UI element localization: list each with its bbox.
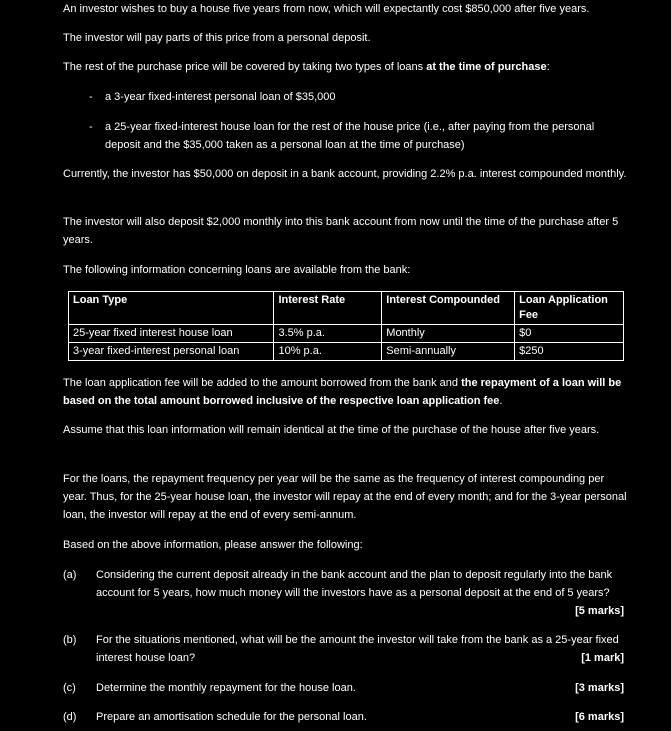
table-cell: 3-year fixed-interest personal loan: [69, 343, 274, 361]
table-row: [69, 325, 624, 343]
bullet-marker-1: -: [89, 91, 93, 103]
fee-text: The loan application fee will be added to the amount borrowed from the bank and: [63, 377, 462, 389]
loans-colon: :: [546, 61, 550, 73]
loans-emphasis: at the time of purchase: [426, 61, 547, 73]
table-header-row: [69, 292, 624, 325]
loan-table: [68, 291, 624, 361]
current-deposit-paragraph: Currently, the investor has $50,000 on deposit in a bank account, providing 2.2% p.a. interest compounded monthly.: [63, 168, 627, 180]
table-cell: 3.5% p.a.: [274, 325, 382, 343]
header-loan-type: Loan Type: [69, 292, 274, 325]
repayment-frequency-paragraph: For the loans, the repayment frequency per year will be the same as the frequency of interest compounding per year. Thus, for the 25-year house loan, the investor will repay at the end of every month; and for the 3-year personal loan, the investor will repay at the end of every semi-annum.: [63, 473, 627, 521]
intro-paragraph: An investor wishes to buy a house five years from now, which will expectantly cost $850,000 after five years.: [63, 3, 590, 15]
table-cell: $250: [515, 343, 624, 361]
header-interest-rate: Interest Rate: [274, 292, 382, 325]
table-cell: 25-year fixed interest house loan: [69, 325, 274, 343]
question-c-label: (c): [63, 682, 76, 694]
question-b-label: (b): [63, 634, 77, 646]
assumption-paragraph: Assume that this loan information will remain identical at the time of the purchase of the house after five years.: [63, 424, 600, 436]
question-c-text: Determine the monthly repayment for the house loan.: [96, 682, 356, 694]
question-d-marks: [6 marks]: [575, 711, 624, 723]
fee-emphasis: the repayment of a loan will be based on the total amount borrowed inclusive of the respective loan application fee: [63, 377, 622, 407]
question-d-text: Prepare an amortisation schedule for the personal loan.: [96, 711, 367, 723]
table-row: [69, 343, 624, 361]
loans-paragraph: [63, 58, 629, 76]
question-b-marks: [1 mark]: [581, 652, 624, 664]
question-a-text: Considering the current deposit already in the bank account and the plan to deposit regularly into the bank account for 5 years, how much money will the investors have as a personal deposit at the end of 5 years?: [96, 569, 613, 599]
question-a-marks: [5 marks]: [575, 605, 624, 617]
question-d-label: (d): [63, 711, 77, 723]
question-a-label: (a): [63, 569, 77, 581]
question-c-marks: [3 marks]: [575, 682, 624, 694]
bullet-personal-loan: a 3-year fixed-interest personal loan of $35,000: [105, 91, 336, 103]
bullet-marker-2: -: [89, 121, 93, 133]
loans-text: The rest of the purchase price will be covered by taking two types of loans: [63, 61, 427, 73]
fee-period: .: [499, 395, 503, 407]
instructions-paragraph: Based on the above information, please answer the following:: [63, 539, 363, 551]
table-cell: Semi-annually: [382, 343, 515, 361]
deposit-paragraph: The investor will pay parts of this price from a personal deposit.: [63, 32, 371, 44]
table-cell: Monthly: [382, 325, 515, 343]
loan-info-paragraph: The following information concerning loans are available from the bank:: [63, 264, 411, 276]
bullet-house-loan: a 25-year fixed-interest house loan for the rest of the house price (i.e., after paying from the personal deposit and the $35,000 taken as a personal loan at the time of purchase): [105, 121, 595, 151]
application-fee-paragraph: [63, 374, 629, 410]
header-application-fee: Loan Application Fee: [515, 292, 624, 325]
table-cell: $0: [515, 325, 624, 343]
question-b-text: For the situations mentioned, what will be the amount the investor will take from the bank as a 25-year fixed interest house loan?: [96, 634, 619, 664]
header-interest-compounded: Interest Compounded: [382, 292, 515, 325]
table-cell: 10% p.a.: [274, 343, 382, 361]
monthly-deposit-paragraph: The investor will also deposit $2,000 monthly into this bank account from now until the time of the purchase after 5 years.: [63, 216, 619, 246]
